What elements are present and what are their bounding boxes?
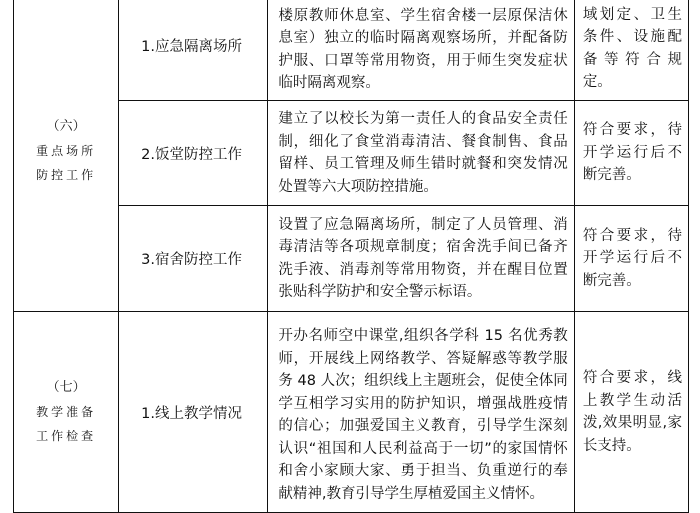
category-title-line: 重点场所	[36, 144, 97, 158]
description-text: 开办名师空中课堂,组织各学科 15 名优秀教师，开展线上网络教学、答疑解惑等教学服务 48 人次；组织线上主题班会，促使全体同学互相学习实用的防护知识，增强战胜疫情的信心；加强爱国主义教育，引导学生深刻认识“祖国和人民利益高于一切”的家国情怀和舍小家顾大家、勇于担当、负重逆行的奉献精神,教育引导学生厚植爱国主义情怀。	[278, 328, 568, 502]
item-label: 3.宿舍防控工作	[141, 252, 242, 268]
category-number: （六）	[46, 119, 86, 134]
description-cell	[268, 0, 574, 101]
description-text: 楼原教师休息室、学生宿舍楼一层原保洁休息室）独立的临时隔离观察场所，并配备防护服、口罩等常用物资，用于师生突发症状临时隔离观察。	[278, 7, 568, 92]
category-title-line: 工作检查	[36, 429, 97, 443]
category-title-line: 防控工作	[36, 168, 97, 182]
category-cell	[14, 0, 119, 312]
description-cell	[268, 101, 574, 206]
table-row	[14, 312, 689, 513]
table-row	[14, 0, 689, 101]
description-text: 设置了应急隔离场所，制定了人员管理、消毒清洁等各项规章制度；宿舍洗手间已备齐洗手液、消毒剂等常用物资，并在醒目位置张贴科学防护和安全警示标语。	[278, 216, 568, 300]
description-cell	[268, 206, 574, 312]
result-text: 符合要求，待开学运行后不断完善。	[582, 227, 682, 289]
item-cell	[119, 0, 268, 101]
item-cell	[119, 206, 268, 312]
result-text: 符合要求，线上教学生动活泼,效果明显,家长支持。	[582, 370, 682, 454]
item-cell	[119, 101, 268, 206]
inspection-table	[13, 0, 689, 513]
item-label: 2.饭堂防控工作	[141, 146, 242, 163]
item-label: 1.线上教学情况	[141, 405, 242, 422]
category-number: （七）	[46, 380, 86, 395]
description-text: 建立了以校长为第一责任人的食品安全责任制，细化了食堂消毒清洁、餐食制售、食品留样、员工管理及师生错时就餐和突发情况处置等六大项防控措施。	[278, 111, 568, 195]
category-cell	[14, 312, 119, 513]
result-cell	[574, 0, 688, 101]
item-cell	[119, 312, 268, 513]
result-cell	[574, 206, 688, 312]
category-title-line: 教学准备	[36, 405, 97, 419]
description-cell	[268, 312, 574, 513]
result-text: 符合要求，待开学运行后不断完善。	[582, 122, 682, 184]
result-text: 域划定、卫生条件、设施配备等符合规定。	[582, 6, 682, 91]
item-label: 1.应急隔离场所	[141, 39, 242, 55]
result-cell	[574, 101, 688, 206]
result-cell	[574, 312, 688, 513]
